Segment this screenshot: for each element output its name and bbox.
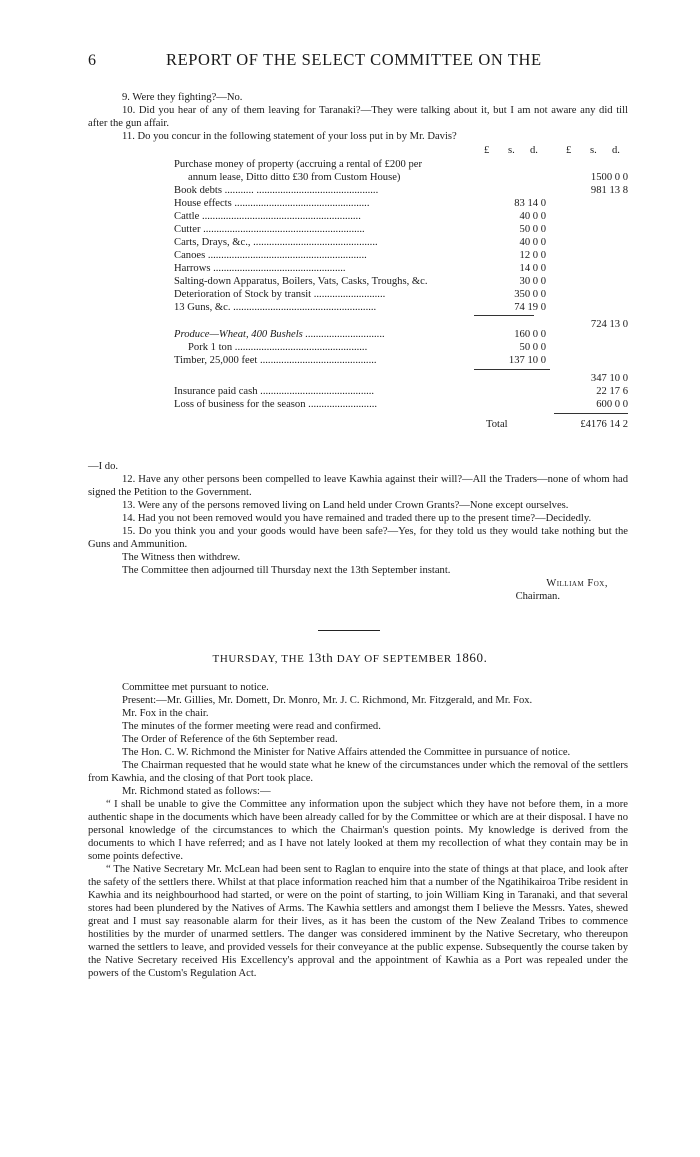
statement-row: Book debts ........... .............................................. 981 13 8 xyxy=(174,185,628,196)
chairman-request: The Chairman requested that he would state what he knew of the circumstances under which the removal of the settlers from Kawhia, and the closing of that Port took place. xyxy=(88,760,628,784)
question-14: 14. Had you not been removed would you have remained and traded there up to the present time?—Decidedly. xyxy=(122,513,592,524)
col-header-pence-1: d. xyxy=(530,145,538,156)
section-divider xyxy=(318,630,380,631)
statement-row: Deterioration of Stock by transit ........................... 350 0 0 xyxy=(174,289,546,300)
subtotal-rule xyxy=(474,315,534,316)
question-11: 11. Do you concur in the following statement of your loss put in by Mr. Davis? xyxy=(122,131,457,142)
signature-role: Chairman. xyxy=(515,591,560,602)
statement-row: annum lease, Ditto ditto £30 from Custom House) 1500 0 0 xyxy=(188,172,628,183)
statement-row: 347 10 0 xyxy=(590,373,628,384)
question-9: 9. Were they fighting?—No. xyxy=(122,92,243,103)
meeting-heading: THURSDAY, THE 13th DAY OF SEPTEMBER 1860. xyxy=(212,650,488,665)
questions-12-15 xyxy=(88,460,628,603)
meeting-minutes xyxy=(88,681,628,980)
statement-row: Cattle ............................................................ 40 0 0 xyxy=(174,211,546,222)
col-header-pounds-1: £ xyxy=(484,145,490,156)
col-header-pounds-2: £ xyxy=(566,145,572,156)
chair-note: Mr. Fox in the chair. xyxy=(122,708,209,719)
statement-row: Loss of business for the season .......................... 600 0 0 xyxy=(174,399,628,410)
page-header xyxy=(88,50,628,72)
statement-row: Pork 1 ton .................................................. 50 0 0 xyxy=(188,342,546,353)
statement-row: Cutter ............................................................. 50 0 0 xyxy=(174,224,546,235)
committee-adjourned: The Committee then adjourned till Thursday next the 13th September instant. xyxy=(122,565,451,576)
present-members: Present:—Mr. Gillies, Mr. Domett, Dr. Monro, Mr. J. C. Richmond, Mr. Fitzgerald, and Mr. Fox. xyxy=(122,695,533,706)
statement-total-row xyxy=(174,418,628,431)
statement-row: Produce—Wheat, 400 Bushels .............................. 160 0 0 xyxy=(174,329,546,340)
statement-row: Timber, 25,000 feet ............................................ 137 10 0 xyxy=(174,355,546,366)
page-title: REPORT OF THE SELECT COMMITTEE ON THE xyxy=(166,50,542,69)
statement-row: Purchase money of property (accruing a rental of £200 per xyxy=(174,159,422,170)
statement-row: 13 Guns, &c. ...................................................... 74 19 0 xyxy=(174,302,546,313)
order-of-reference: The Order of Reference of the 6th September read. xyxy=(122,734,338,745)
minutes-confirmed: The minutes of the former meeting were read and confirmed. xyxy=(122,721,381,732)
answer-11: —I do. xyxy=(88,461,119,472)
richmond-statement-1: “ I shall be unable to give the Committee any information upon the subject which they have not before them, in a more authentic shape in the documents which have been already called for by the Committee or which are at their disposal. I have no personal knowledge of the circumstances to which the Chairman's question points. My knowledge is derived from the documents to which I have referred; and as I have not lately looked at them my recollection of what they contain may be in some points defective. xyxy=(88,799,628,862)
col-header-pence-2: d. xyxy=(612,145,620,156)
total-rule xyxy=(554,413,628,414)
signature-name: William Fox, xyxy=(546,578,608,589)
question-10: 10. Did you hear of any of them leaving for Taranaki?—They were talking about it, but I am not aware any did till after the gun affair. xyxy=(88,105,628,129)
statement-row: Canoes ............................................................ 12 0 0 xyxy=(174,250,546,261)
col-header-shillings-1: s. xyxy=(508,145,515,156)
question-13: 13. Were any of the persons removed living on Land held under Crown Grants?—None except ourselves. xyxy=(122,500,569,511)
committee-met: Committee met pursuant to notice. xyxy=(122,682,269,693)
statement-row: House effects ................................................... 83 14 0 xyxy=(174,198,546,209)
statement-row: Insurance paid cash ........................................... 22 17 6 xyxy=(174,386,628,397)
subtotal-rule xyxy=(474,369,550,370)
statement-row: Harrows .................................................. 14 0 0 xyxy=(174,263,546,274)
statement-row: 724 13 0 xyxy=(590,319,628,330)
questions-9-11 xyxy=(88,91,628,143)
minister-attended: The Hon. C. W. Richmond the Minister for Native Affairs attended the Committee in pursuance of notice. xyxy=(122,747,571,758)
question-12: 12. Have any other persons been compelled to leave Kawhia against their will?—All the Traders—none of whom had signed the Petition to the Government. xyxy=(88,474,628,498)
question-15: 15. Do you think you and your goods would have been safe?—Yes, for they told us they would take nothing but the Guns and Ammunition. xyxy=(88,526,628,550)
richmond-statement-2: “ The Native Secretary Mr. McLean had been sent to Raglan to enquire into the state of things at that place, and look after the safety of the settlers there. Whilst at that place information reached him that a number of the Ngatihikairoa Tribe resident in Kawhia and its neighbourhood had started, or were on the point of starting, to join William King in Taranaki, and that several stores had been plundered by the Natives of Arms. The Kawhia settlers and amongst them I believe the Messrs. Yates, shewed great and I must say reasonable alarm for their lives, as it has been the custom of the New Zealand Tribes to commence hostilities by the murder of unarmed settlers. The danger was considered imminent by the Native Secretary, who thereupon warned the settlers to leave, and provided vessels for their conveyance at the public expense. Subsequently the course taken by the Native Secretary received His Excellency's approval and the appointment of Kawhia as a Port was repealed under the powers of the Custom's Regulation Act. xyxy=(88,864,628,979)
total-value: £4176 14 2 xyxy=(580,419,628,430)
richmond-stated: Mr. Richmond stated as follows:— xyxy=(122,786,271,797)
loss-statement xyxy=(88,144,628,460)
col-header-shillings-2: s. xyxy=(590,145,597,156)
witness-withdrew: The Witness then withdrew. xyxy=(122,552,241,563)
statement-row: Carts, Drays, &c., ............................................... 40 0 0 xyxy=(174,237,546,248)
statement-row: Salting-down Apparatus, Boilers, Vats, Casks, Troughs, &c. 30 0 0 xyxy=(174,276,546,287)
total-label: Total xyxy=(486,419,508,430)
page-number: 6 xyxy=(88,52,96,69)
